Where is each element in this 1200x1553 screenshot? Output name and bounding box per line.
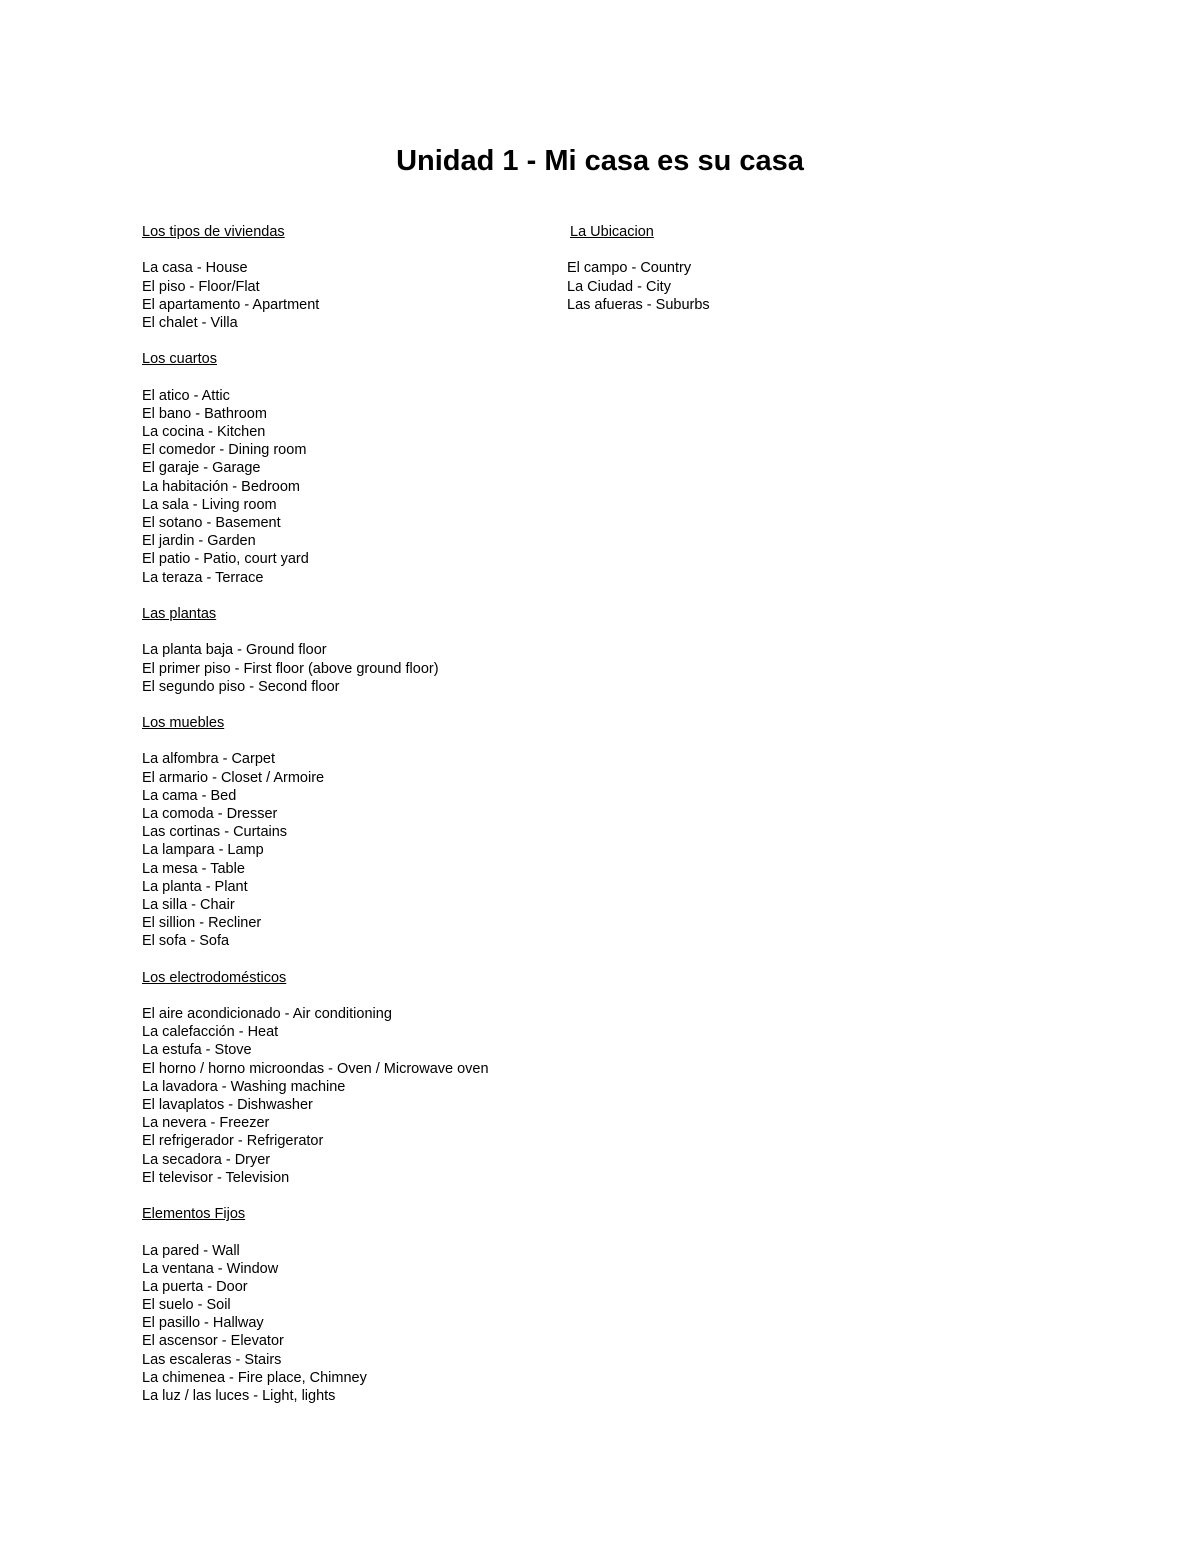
vocab-item: El piso - Floor/Flat xyxy=(142,278,260,295)
vocab-item: El campo - Country xyxy=(567,260,692,277)
vocab-item: La alfombra - Carpet xyxy=(142,751,275,768)
left-column xyxy=(142,223,562,1405)
section-gap xyxy=(142,1187,562,1205)
vocab-item: La habitación - Bedroom xyxy=(142,478,300,495)
section-los-tipos-de-viviendas xyxy=(142,223,562,332)
section-elementos-fijos xyxy=(142,1205,562,1405)
vocab-item: El pasillo - Hallway xyxy=(142,1315,264,1332)
vocab-item: El segundo piso - Second floor xyxy=(142,678,340,695)
vocab-item: El apartamento - Apartment xyxy=(142,296,320,313)
vocab-item: El lavaplatos - Dishwasher xyxy=(142,1097,313,1113)
vocab-item: La lampara - Lamp xyxy=(142,842,264,859)
section-heading: Los cuartos xyxy=(142,351,217,368)
page-title: Unidad 1 - Mi casa es su casa xyxy=(396,145,804,177)
vocab-item: El patio - Patio, court yard xyxy=(142,551,309,568)
vocab-item: La comoda - Dresser xyxy=(142,806,278,822)
right-column xyxy=(567,223,967,314)
vocab-item: Las escaleras - Stairs xyxy=(142,1351,282,1368)
vocab-item: La silla - Chair xyxy=(142,896,235,913)
vocab-item: El suelo - Soil xyxy=(142,1297,231,1314)
vocab-item: La casa - House xyxy=(142,260,248,277)
vocab-item: La teraza - Terrace xyxy=(142,569,264,586)
section-heading: Las plantas xyxy=(142,605,217,622)
vocab-item: La cocina - Kitchen xyxy=(142,424,266,441)
vocab-item: La calefacción - Heat xyxy=(142,1024,279,1041)
vocab-item: El chalet - Villa xyxy=(142,314,238,331)
section-heading: La Ubicacion xyxy=(570,224,654,240)
section-gap xyxy=(142,332,562,350)
vocab-item: El sofa - Sofa xyxy=(142,933,230,950)
vocab-item: La pared - Wall xyxy=(142,1242,240,1259)
vocab-item: La lavadora - Washing machine xyxy=(142,1078,346,1095)
vocab-item: La nevera - Freezer xyxy=(142,1115,270,1132)
section-gap xyxy=(142,587,562,605)
section-gap xyxy=(142,951,562,969)
vocab-item: El refrigerador - Refrigerator xyxy=(142,1133,324,1150)
vocab-item: Las cortinas - Curtains xyxy=(142,824,288,841)
vocab-item: Las afueras - Suburbs xyxy=(567,296,710,313)
vocab-item: La planta - Plant xyxy=(142,878,248,895)
vocab-item: El aire acondicionado - Air conditioning xyxy=(142,1006,392,1023)
section-los-muebles xyxy=(142,714,562,950)
section-heading: Los muebles xyxy=(142,715,225,732)
section-heading: Elementos Fijos xyxy=(142,1206,246,1223)
vocab-item: El televisor - Television xyxy=(142,1169,290,1186)
vocab-item: La Ciudad - City xyxy=(567,278,671,295)
vocab-item: La mesa - Table xyxy=(142,860,245,877)
vocab-item: El atico - Attic xyxy=(142,387,230,404)
vocab-item: El jardin - Garden xyxy=(142,533,256,550)
section-heading: Los tipos de viviendas xyxy=(142,224,285,240)
vocab-item: La puerta - Door xyxy=(142,1278,248,1295)
vocab-item: El sillion - Recliner xyxy=(142,915,262,932)
vocab-item: El comedor - Dining room xyxy=(142,442,307,459)
vocab-item: El armario - Closet / Armoire xyxy=(142,769,325,786)
section-los-electrodomesticos xyxy=(142,969,562,1187)
vocab-item: El bano - Bathroom xyxy=(142,405,267,422)
vocab-item: La cama - Bed xyxy=(142,787,237,804)
vocab-item: El garaje - Garage xyxy=(142,460,261,477)
vocab-item: El horno / horno microondas - Oven / Microwave oven xyxy=(142,1060,489,1077)
section-los-cuartos xyxy=(142,350,562,586)
section-la-ubicacion xyxy=(567,223,967,314)
vocab-item: El sotano - Basement xyxy=(142,515,281,531)
section-las-plantas xyxy=(142,605,562,696)
vocab-item: La luz / las luces - Light, lights xyxy=(142,1388,336,1404)
section-heading: Los electrodomésticos xyxy=(142,969,287,986)
vocab-item: El ascensor - Elevator xyxy=(142,1333,284,1350)
vocab-item: El primer piso - First floor (above ground floor) xyxy=(142,660,439,677)
vocab-item: La estufa - Stove xyxy=(142,1042,252,1059)
vocab-item: La ventana - Window xyxy=(142,1260,279,1277)
vocab-item: La sala - Living room xyxy=(142,496,277,513)
vocab-item: La planta baja - Ground floor xyxy=(142,642,327,659)
vocab-item: La chimenea - Fire place, Chimney xyxy=(142,1369,367,1386)
section-gap xyxy=(142,696,562,714)
vocab-item: La secadora - Dryer xyxy=(142,1151,271,1168)
